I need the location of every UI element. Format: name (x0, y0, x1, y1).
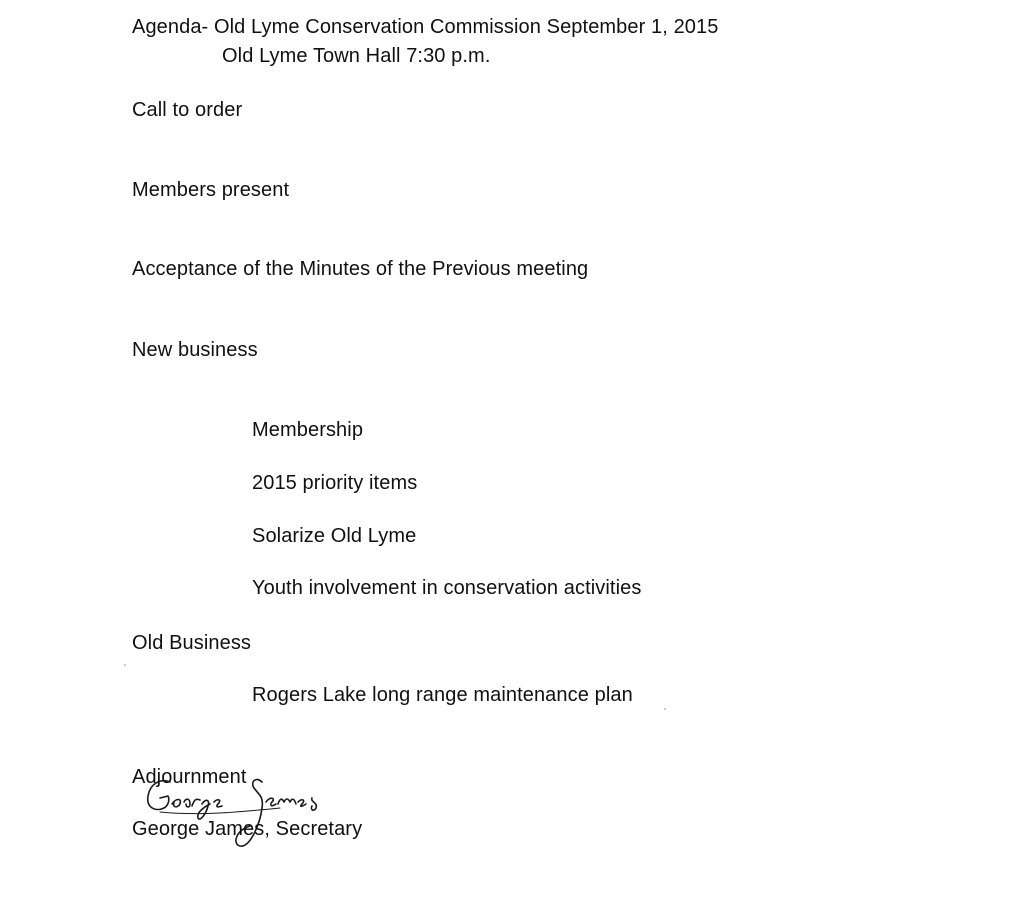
scan-speck (124, 664, 126, 666)
subitem-rogers-lake-plan: Rogers Lake long range maintenance plan (252, 684, 633, 706)
subitem-priority-items: 2015 priority items (252, 472, 418, 494)
subitem-youth-involvement: Youth involvement in conservation activities (252, 577, 642, 599)
section-new-business: New business (132, 339, 258, 361)
meeting-location-time: Old Lyme Town Hall 7:30 p.m. (222, 45, 491, 67)
handwritten-signature (130, 768, 370, 858)
subitem-solarize: Solarize Old Lyme (252, 525, 417, 547)
agenda-title: Agenda- Old Lyme Conservation Commission September 1, 2015 (132, 16, 719, 38)
item-call-to-order: Call to order (132, 99, 243, 121)
signer-name-title: George James, Secretary (132, 818, 363, 840)
item-acceptance-of-minutes: Acceptance of the Minutes of the Previous meeting (132, 258, 589, 280)
section-old-business: Old Business (132, 632, 252, 654)
item-adjournment: Adjournment (132, 766, 247, 788)
item-members-present: Members present (132, 179, 290, 201)
scan-speck (664, 708, 666, 710)
subitem-membership: Membership (252, 419, 364, 441)
